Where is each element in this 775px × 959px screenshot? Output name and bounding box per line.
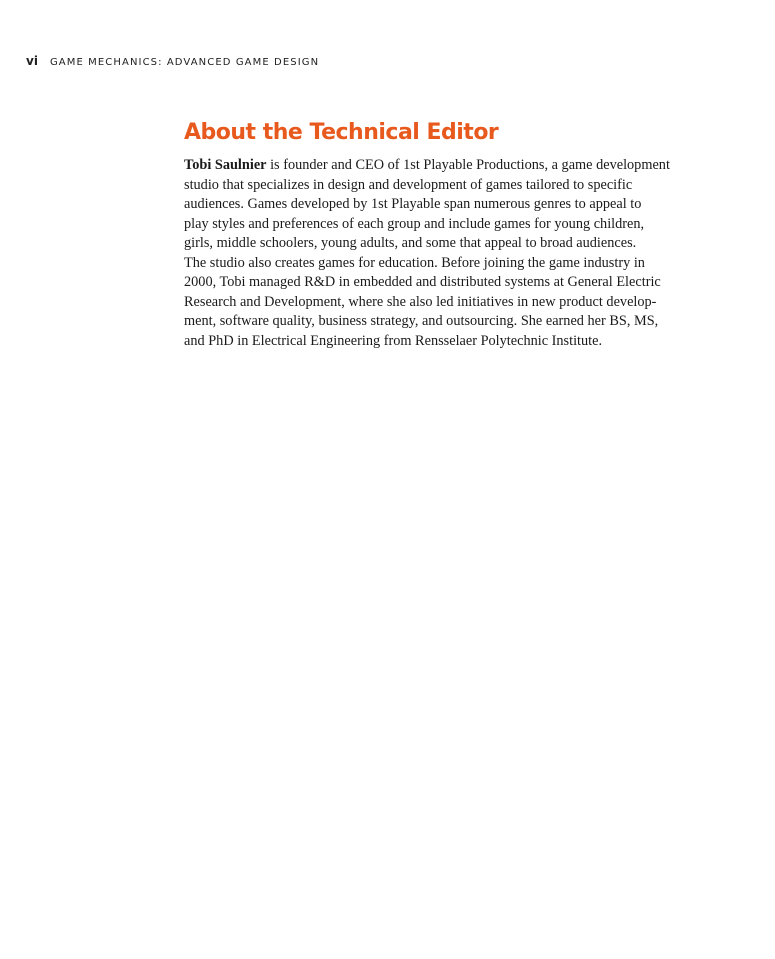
running-head xyxy=(26,54,319,68)
about-technical-editor-section xyxy=(184,117,684,351)
editor-name: Tobi Saulnier xyxy=(184,157,267,173)
book-title: GAME MECHANICS: ADVANCED GAME DESIGN xyxy=(49,57,320,68)
bio-line: and PhD in Electrical Engineering from Rensselaer Polytechnic Institute. xyxy=(184,332,603,349)
page-number: vi xyxy=(26,54,38,68)
bio-line: The studio also creates games for education. Before joining the game industry in xyxy=(184,254,645,271)
bio-line: 2000, Tobi managed R&D in embedded and distributed systems at General Electric xyxy=(184,274,661,290)
bio-line: audiences. Games developed by 1st Playable span numerous genres to appeal to xyxy=(184,196,642,212)
bio-line: girls, middle schoolers, young adults, and some that appeal to broad audiences. xyxy=(184,235,637,251)
bio-line: is founder and CEO of 1st Playable Productions, a game development xyxy=(266,157,670,173)
bio-line: ment, software quality, business strategy, and outsourcing. She earned her BS, MS, xyxy=(184,313,659,329)
bio-line: Research and Development, where she also led initiatives in new product develop- xyxy=(184,293,657,310)
section-heading: About the Technical Editor xyxy=(184,120,499,145)
bio-line: play styles and preferences of each group and include games for young children, xyxy=(184,215,645,232)
bio-line: studio that specializes in design and development of games tailored to specific xyxy=(184,176,633,193)
bio-paragraph xyxy=(184,156,684,351)
